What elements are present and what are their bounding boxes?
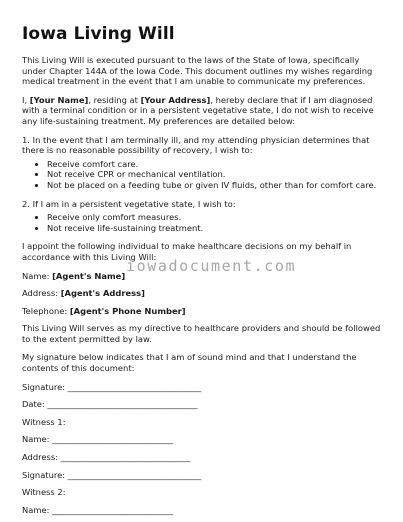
agent-phone-line — [22, 306, 381, 317]
declaration-paragraph — [22, 95, 381, 127]
agent-phone-label: Telephone: — [22, 305, 70, 316]
declaration-post: , hereby declare that if I am diagnosed with a terminal condition or in a persistent vegetative state, I do not wish to receive any life-sustaining treatment. My preferences are detailed below: — [22, 94, 374, 126]
section2-list — [22, 212, 381, 233]
list-item: • Receive comfort care. — [47, 159, 381, 170]
agent-address-label: Address: — [22, 288, 61, 299]
agent-address-line — [22, 288, 381, 299]
list-item: • Not receive life-sustaining treatment. — [47, 223, 381, 234]
witness2-name-line: Name: _____________________________ — [22, 504, 174, 515]
agent-name-placeholder: [Agent's Name] — [52, 270, 126, 281]
section2-paragraph: 2. If I am in a persistent vegetative state, I wish to: — [22, 198, 236, 209]
witness1-name-line: Name: _____________________________ — [22, 434, 174, 445]
your-name-placeholder: [Your Name] — [29, 94, 89, 105]
section1-paragraph: 1. In the event that I am terminally ill, and my attending physician determines that there is no reasonable possibility of recovery, I wish to: — [22, 134, 370, 156]
list-item: • Not receive CPR or mechanical ventilation. — [47, 169, 381, 180]
agent-phone-placeholder: [Agent's Phone Number] — [69, 305, 186, 316]
date-line: Date: ____________________________________ — [22, 399, 198, 410]
declaration-pre: I, — [22, 94, 30, 105]
watermark-text: iowadocument.com — [126, 257, 297, 275]
your-address-placeholder: [Your Address] — [140, 94, 211, 105]
signature-line: Signature: ________________________________ — [22, 381, 202, 392]
witness1-address-line: Address: _______________________________ — [22, 452, 191, 463]
agent-name-label: Name: — [22, 270, 53, 281]
intro-paragraph: This Living Will is executed pursuant to the laws of the State of Iowa, specifically under Chapter 144A of the Iowa Code. This document outlines my wishes regarding medical treatment in the event that I am unable to communicate my preferences. — [22, 55, 373, 87]
declaration-mid: , residing at — [88, 94, 141, 105]
signature-intro-paragraph: My signature below indicates that I am of sound mind and that I understand the contents of this document: — [22, 352, 357, 374]
list-item: • Not be placed on a feeding tube or given IV fluids, other than for comfort care. — [47, 180, 381, 191]
agent-address-placeholder: [Agent's Address] — [60, 288, 145, 299]
witness2-heading: Witness 2: — [22, 487, 66, 498]
appoint-paragraph: I appoint the following individual to make healthcare decisions on my behalf in accordance with this Living Will: — [22, 241, 352, 262]
directive-paragraph: This Living Will serves as my directive to healthcare providers and should be followed to the extent permitted by law. — [22, 323, 381, 344]
witness1-signature-line: Signature: ________________________________ — [22, 469, 202, 480]
list-item: • Receive only comfort measures. — [47, 212, 381, 223]
witness1-heading: Witness 1: — [22, 416, 66, 427]
section1-list — [22, 159, 381, 191]
document-title: Iowa Living Will — [22, 24, 175, 44]
